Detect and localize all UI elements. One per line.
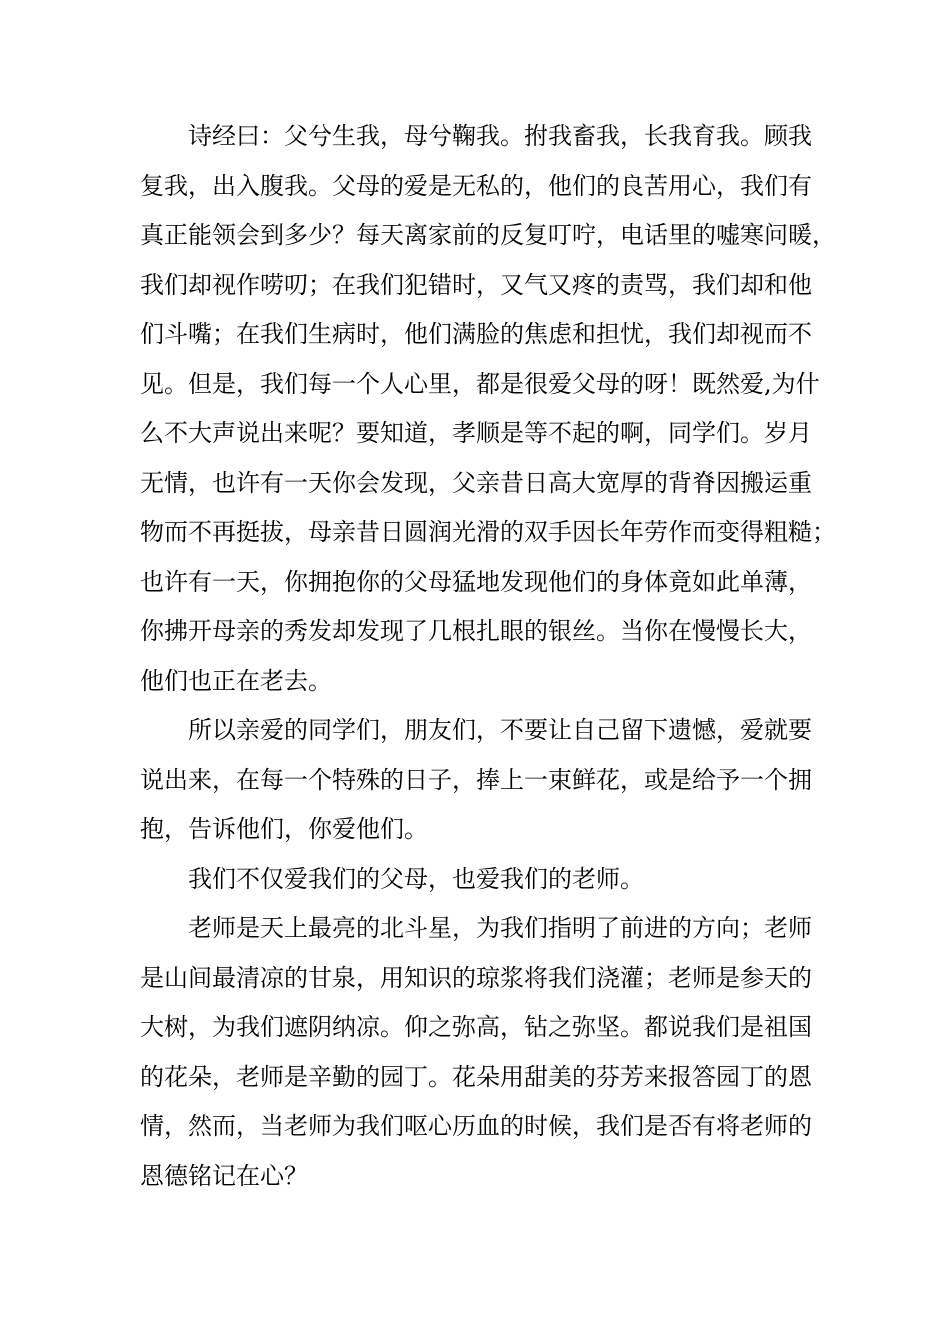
paragraph-parents-love bbox=[140, 112, 836, 706]
text-line: 真正能领会到多少？每天离家前的反复叮咛，电话里的嘘寒问暖， bbox=[140, 221, 836, 249]
text-line: 见。但是，我们每一个人心里，都是很爱父母的呀！既然爱,为什 bbox=[140, 369, 820, 398]
text-line: 所以亲爱的同学们，朋友们，不要让自己留下遗憾，爱就要 bbox=[188, 716, 812, 744]
text-line: 老师是天上最亮的北斗星，为我们指明了前进的方向；老师 bbox=[188, 914, 812, 942]
text-line: 也许有一天，你拥抱你的父母猛地发现他们的身体竟如此单薄， bbox=[140, 567, 812, 596]
paragraph-teacher-metaphor bbox=[140, 904, 830, 1201]
text-line: 无情，也许有一天你会发现，父亲昔日高大宽厚的背脊因搬运重 bbox=[140, 468, 812, 497]
text-line: 的花朵，老师是辛勤的园丁。花朵用甜美的芬芳来报答园丁的恩 bbox=[140, 1062, 812, 1091]
paragraph-love-teachers bbox=[140, 855, 830, 905]
text-line: 么不大声说出来呢？要知道，孝顺是等不起的啊，同学们。岁月 bbox=[140, 419, 812, 447]
text-line: 他们也正在老去。 bbox=[140, 666, 332, 695]
text-line: 们斗嘴；在我们生病时，他们满脸的焦虑和担忧，我们却视而不 bbox=[140, 320, 812, 348]
text-line: 是山间最清凉的甘泉，用知识的琼浆将我们浇灌；老师是参天的 bbox=[140, 963, 812, 992]
document-body bbox=[140, 112, 836, 1201]
text-line: 我们却视作唠叨；在我们犯错时，又气又疼的责骂，我们却和他 bbox=[140, 270, 812, 299]
text-line: 我们不仅爱我们的父母，也爱我们的老师。 bbox=[188, 864, 644, 893]
text-line: 复我，出入腹我。父母的爱是无私的，他们的良苦用心，我们有 bbox=[140, 171, 812, 200]
text-line: 大树，为我们遮阴纳凉。仰之弥高，钻之弥坚。都说我们是祖国 bbox=[140, 1013, 812, 1041]
text-line: 恩德铭记在心？ bbox=[140, 1161, 308, 1190]
text-line: 物而不再挺拔，母亲昔日圆润光滑的双手因长年劳作而变得粗糙； bbox=[140, 518, 836, 546]
text-line: 你拂开母亲的秀发却发现了几根扎眼的银丝。当你在慢慢长大， bbox=[140, 617, 812, 645]
paragraph-say-love bbox=[140, 706, 830, 855]
text-line: 说出来，在每一个特殊的日子，捧上一束鲜花，或是给予一个拥 bbox=[140, 765, 812, 794]
text-line: 诗经曰：父兮生我，母兮鞠我。拊我畜我，长我育我。顾我 bbox=[188, 122, 812, 150]
text-line: 抱，告诉他们，你爱他们。 bbox=[140, 815, 428, 843]
text-line: 情，然而，当老师为我们呕心历血的时候，我们是否有将老师的 bbox=[140, 1112, 812, 1140]
